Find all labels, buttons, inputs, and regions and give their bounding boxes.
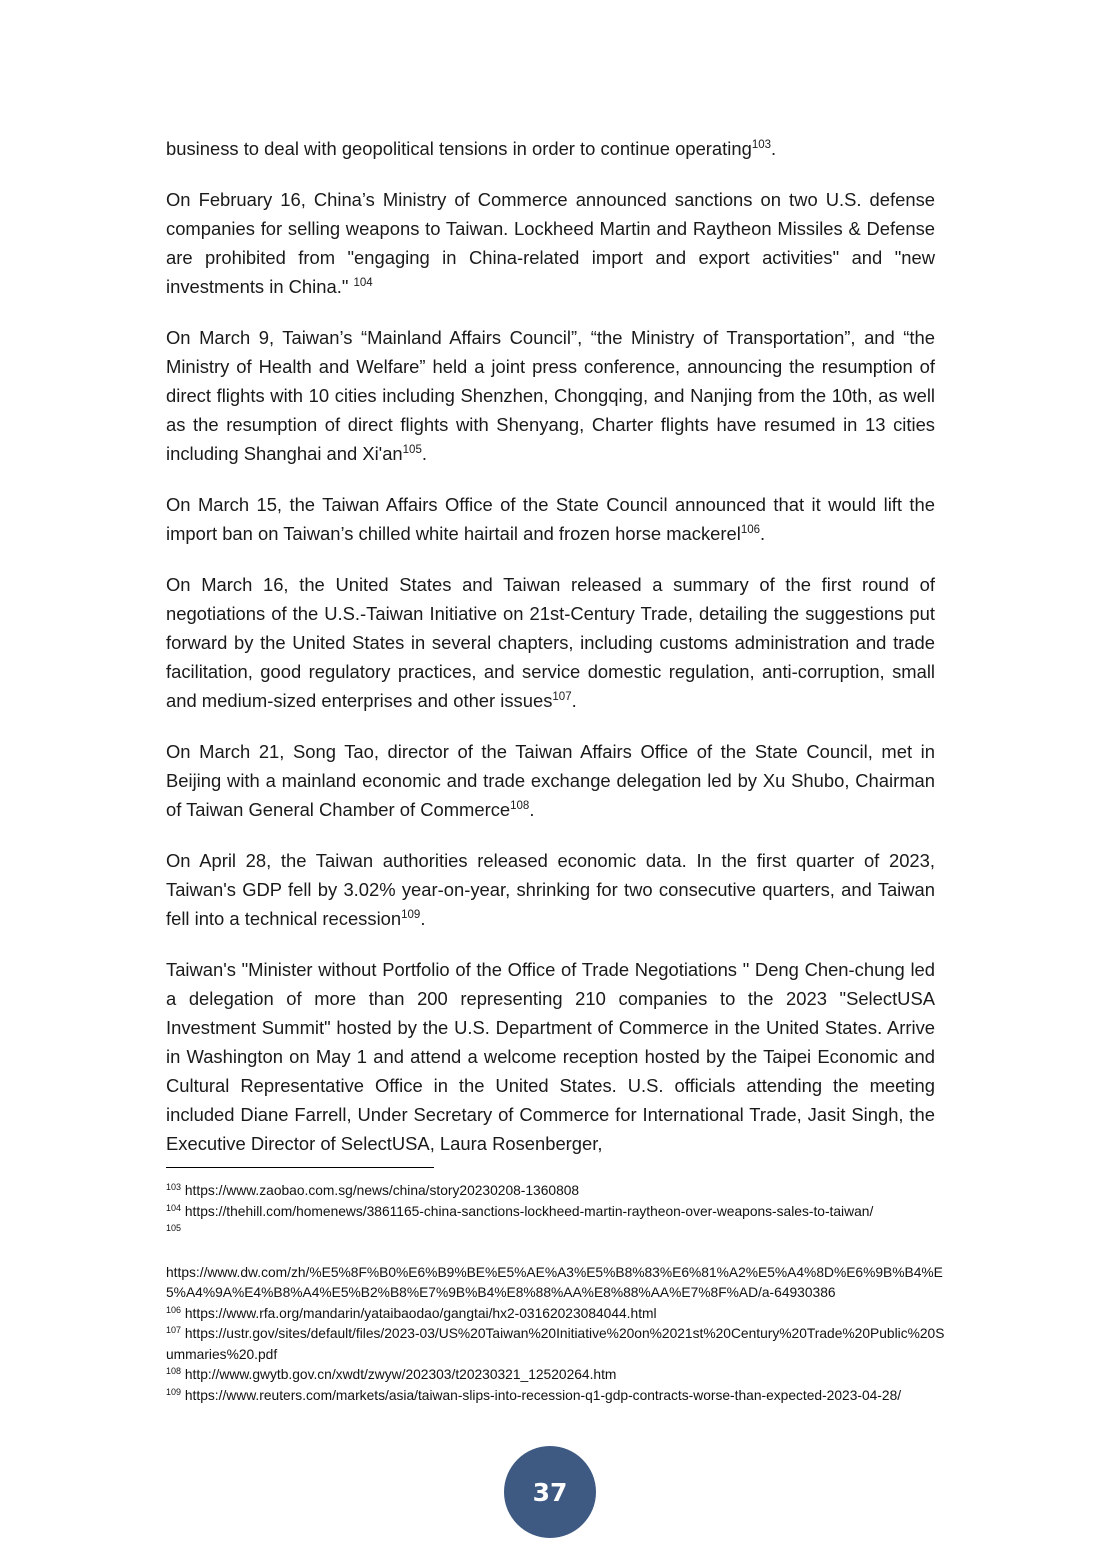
paragraph: On February 16, China’s Ministry of Commerce announced sanctions on two U.S. defense companies for selling weapons to Taiwan. Lockheed Martin and Raytheon Missiles & Defense are prohibited from "engaging in China-related import and export activities" and "new investments in China." $^{104}$: [166, 189, 935, 297]
footnote-divider: [166, 1167, 434, 1168]
footnote-ref[interactable]: 106: [740, 524, 761, 536]
footnote-link[interactable]: http://www.gwytb.gov.cn/xwdt/zwyw/202303/t20230321_12520264.htm: [184, 1367, 617, 1382]
page-number: 37: [532, 1477, 568, 1507]
paragraph: Taiwan's "Minister without Portfolio of the Office of Trade Negotiations " Deng Chen-chung led a delegation of more than 200 representing 210 companies to the 2023 "SelectUSA Investment Summit" hosted by the U.S. Department of Commerce in the United States. Arrive in Washington on May 1 and attend a welcome reception hosted by the Taipei Economic and Cultural Representative Office in the United States. U.S. officials attending the meeting included Diane Farrell, Under Secretary of Commerce for International Trade, Jasit Singh, the Executive Director of SelectUSA, Laura Rosenberger,: [166, 959, 935, 1154]
footnote: $^{104}$ https://thehill.com/homenews/3861165-china-sanctions-lockheed-martin-raytheon-over-weapons-sales-to-taiwan/: [166, 1202, 874, 1219]
footnote: $^{109}$ https://www.reuters.com/markets/asia/taiwan-slips-into-recession-q1-gdp-contracts-worse-than-expected-2023-04-28/: [166, 1386, 902, 1403]
paragraph: On March 16, the United States and Taiwan released a summary of the first round of negotiations of the U.S.-Taiwan Initiative on 21st-Century Trade, detailing the suggestions put forward by the United States in several chapters, including customs administration and trade facilitation, good regulatory practices, and service domestic regulation, anti-corruption, small and medium-sized enterprises and other issues$^{107}$.: [166, 574, 935, 711]
footnote-ref[interactable]: 109: [401, 909, 421, 921]
paragraph: On March 9, Taiwan’s “Mainland Affairs Council”, “the Ministry of Transportation”, and “the Ministry of Health and Welfare” held a joint press conference, announcing the resumption of direct flights with 10 cities including Shenzhen, Chongqing, and Nanjing from the 10th, as well as the resumption of direct flights with Shenyang, Charter flights have resumed in 13 cities including Shanghai and Xi'an$^{105}$.: [166, 327, 935, 464]
page-number-badge: [504, 1446, 596, 1538]
footnote: $^{105}$ https://www.dw.com/zh/%E5%8F%B0%E6%B9%BE%E5%AE%A3%E5%B8%83%E6%81%A2%E5%A4%8D%E6%9B%B4%E5%A4%9A%E4%B8%A4%E5%B2%B8%E7%9B%B4%E8%88%AA%E8%88%AA%E7%8F%AD/a-64930386: [166, 1223, 943, 1300]
footnote-link[interactable]: https://www.zaobao.com.sg/news/china/story20230208-1360808: [184, 1183, 580, 1198]
footnote-link[interactable]: https://ustr.gov/sites/default/files/2023-03/US%20Taiwan%20Initiative%20on%2021st%20Century%20Trade%20Public%20Summaries%20.pdf: [166, 1326, 945, 1362]
paragraph: On April 28, the Taiwan authorities released economic data. In the first quarter of 2023, Taiwan's GDP fell by 3.02% year-on-year, shrinking for two consecutive quarters, and Taiwan fell into a technical recession$^{109}$.: [166, 850, 935, 929]
paragraph: On March 15, the Taiwan Affairs Office of the State Council announced that it would lift the import ban on Taiwan’s chilled white hairtail and frozen horse mackerel$^{106}$.: [166, 494, 935, 544]
footnote-link[interactable]: https://www.reuters.com/markets/asia/taiwan-slips-into-recession-q1-gdp-contracts-worse-than-expected-2023-04-28/: [184, 1387, 902, 1403]
footnote-ref[interactable]: 107: [552, 691, 572, 703]
footnotes: [166, 1181, 946, 1406]
footnote-ref[interactable]: 105: [402, 444, 422, 456]
footnote: $^{108}$ http://www.gwytb.gov.cn/xwdt/zwyw/202303/t20230321_12520264.htm: [166, 1366, 617, 1382]
footnote-ref[interactable]: 108: [510, 800, 530, 812]
footnote-link[interactable]: https://www.rfa.org/mandarin/yataibaodao/gangtai/hx2-03162023084044.html: [184, 1305, 657, 1321]
paragraph: business to deal with geopolitical tensions in order to continue operating$^{103}$.: [166, 138, 777, 159]
paragraph: On March 21, Song Tao, director of the Taiwan Affairs Office of the State Council, met in Beijing with a mainland economic and trade exchange delegation led by Xu Shubo, Chairman of Taiwan General Chamber of Commerce$^{108}$.: [166, 741, 935, 820]
footnote: $^{106}$ https://www.rfa.org/mandarin/yataibaodao/gangtai/hx2-03162023084044.html: [166, 1304, 657, 1321]
footnote-link[interactable]: https://www.dw.com/zh/%E5%8F%B0%E6%B9%BE%E5%AE%A3%E5%B8%83%E6%81%A2%E5%A4%8D%E6%9B%B4%E5%A4%9A%E4%B8%A4%E5%B2%B8%E7%9B%B4%E8%88%AA%E8%88%AA%E7%8F%AD/a-64930386: [166, 1264, 943, 1300]
footnote-link[interactable]: https://thehill.com/homenews/3861165-china-sanctions-lockheed-martin-raytheon-over-weapons-sales-to-taiwan/: [184, 1203, 874, 1219]
footnote-ref[interactable]: 103: [751, 139, 771, 151]
footnote-ref[interactable]: 104: [353, 277, 373, 289]
body-text: [166, 134, 935, 1158]
footnote: $^{103}$ https://www.zaobao.com.sg/news/china/story20230208-1360808: [166, 1182, 580, 1198]
footnote: $^{107}$ https://ustr.gov/sites/default/files/2023-03/US%20Taiwan%20Initiative%20on%2021st%20Century%20Trade%20Public%20Summaries%20.pdf: [166, 1325, 945, 1362]
